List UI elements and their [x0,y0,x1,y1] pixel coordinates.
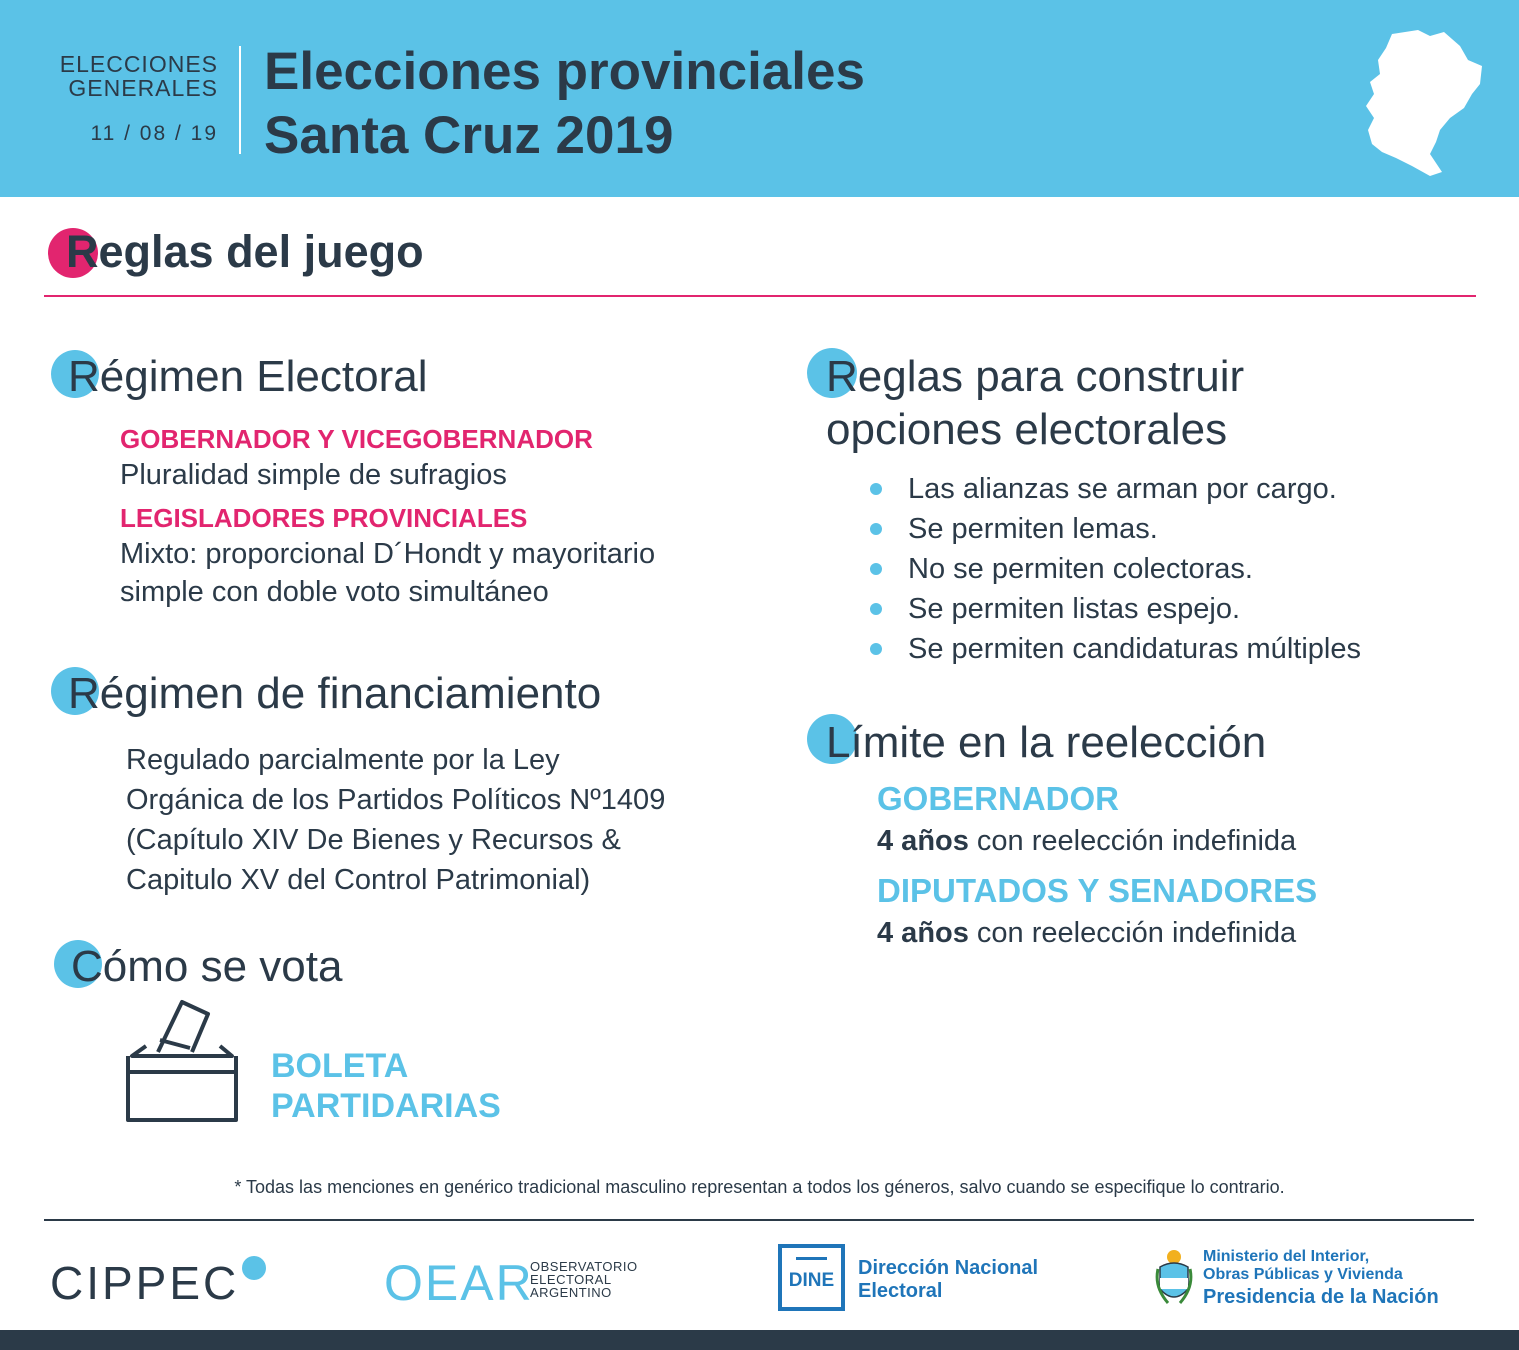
list-item [870,509,1361,549]
rules-list [870,469,1361,669]
national-coat-of-arms-icon [1154,1247,1194,1309]
reeleccion-governor-years: 4 años [877,825,969,857]
ballot-box-icon [124,998,240,1124]
list-item [870,549,1361,589]
footer-divider [44,1219,1474,1221]
reeleccion-governor-label: GOBERNADOR [877,780,1120,817]
governor-system: Pluralidad simple de sufragios [120,459,507,491]
cippec-logo: CIPPEC [50,1257,240,1309]
como-se-vota-title: Cómo se vota [71,942,343,991]
election-type-label [40,52,218,100]
list-item-text: Se permiten lemas. [908,513,1158,545]
list-item-text: Se permiten listas espejo. [908,593,1241,625]
oear-subtitle-line: ARGENTINO [530,1285,612,1300]
list-item-text: Las alianzas se arman por cargo. [908,473,1337,505]
bottom-bar [0,1330,1519,1350]
dine-name-line1: Dirección Nacional [858,1257,1039,1279]
oear-logo-subtitle [530,1260,638,1299]
list-item [870,629,1361,669]
section-heading: Reglas del juego [66,226,424,277]
reeleccion-legislators-years: 4 años [877,917,969,949]
financiamiento-title: Régimen de financiamiento [68,669,602,718]
election-type-line2: GENERALES [68,75,218,101]
reglas-opciones-title-line1: Reglas para construir [826,352,1245,401]
header-divider [239,46,241,154]
oear-subtitle-line: OBSERVATORIO [530,1259,638,1274]
reeleccion-legislators-rest: con reelección indefinida [968,917,1297,949]
election-date: 11 / 08 / 19 [90,122,218,145]
reeleccion-title: Límite en la reelección [826,718,1267,767]
reglas-opciones-title [826,350,1244,456]
legislators-system-line2: simple con doble voto simultáneo [120,576,549,608]
ministerio-line3: Presidencia de la Nación [1203,1286,1439,1308]
election-type-line1: ELECCIONES [59,51,218,77]
cippec-logo-mark-icon [242,1256,266,1280]
bullet-icon [870,563,882,575]
governor-label: GOBERNADOR Y VICEGOBERNADOR [120,424,593,454]
santa-cruz-map-icon [1360,26,1490,182]
list-item [870,469,1361,509]
dine-name [858,1257,1038,1303]
gender-footnote: * Todas las menciones en genérico tradicional masculino representan a todos los géneros, salvo cuando se especifique lo contrario. [234,1177,1285,1197]
dine-name-line2: Electoral [858,1280,943,1302]
financiamiento-text [126,740,665,900]
reeleccion-governor-rest: con reelección indefinida [968,825,1297,857]
legislators-system-line1: Mixto: proporcional D´Hondt y mayoritario [120,538,656,570]
ministerio-line2: Obras Públicas y Vivienda [1203,1266,1403,1283]
ministerio-line1: Ministerio del Interior, [1203,1248,1370,1265]
dine-logo-bar [796,1257,827,1260]
financiamiento-line: Regulado parcialmente por la Ley [126,744,560,776]
list-item [870,589,1361,629]
legislators-label: LEGISLADORES PROVINCIALES [120,503,528,533]
bullet-icon [870,643,882,655]
dine-logo-text: DINE [788,1270,835,1291]
voting-method [271,1046,501,1126]
financiamiento-line: (Capítulo XIV De Bienes y Recursos & [126,824,621,856]
financiamiento-line: Capitulo XV del Control Patrimonial) [126,864,591,896]
page-title [264,40,865,168]
bullet-icon [870,483,882,495]
header-banner [0,0,1519,197]
reeleccion-governor-text [877,822,1296,860]
list-item-text: Se permiten candidaturas múltiples [908,633,1361,665]
list-item-text: No se permiten colectoras. [908,553,1253,585]
page-title-line2: Santa Cruz 2019 [264,106,674,165]
regimen-electoral-title: Régimen Electoral [68,352,428,401]
oear-logo: OEAR [384,1255,534,1311]
bullet-icon [870,603,882,615]
reeleccion-legislators-text [877,914,1296,952]
page-title-line1: Elecciones provinciales [264,42,865,101]
voting-method-line2: PARTIDARIAS [271,1087,501,1125]
oear-subtitle-line: ELECTORAL [530,1272,612,1287]
reeleccion-legislators-label: DIPUTADOS Y SENADORES [877,872,1318,909]
voting-method-line1: BOLETA [271,1047,409,1085]
reglas-opciones-title-line2: opciones electorales [826,405,1228,454]
ministerio-name [1203,1248,1439,1310]
bullet-icon [870,523,882,535]
heading-divider [44,295,1476,297]
legislators-system [120,535,655,611]
dine-logo [778,1244,845,1311]
financiamiento-line: Orgánica de los Partidos Políticos Nº1409 [126,784,666,816]
